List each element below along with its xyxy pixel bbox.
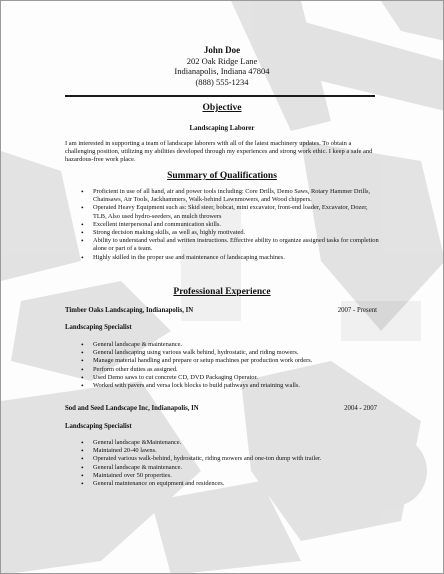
objective-heading: Objective bbox=[202, 103, 242, 113]
job-1-duties bbox=[79, 341, 379, 390]
list-item: • Maintained over 50 properties. bbox=[79, 472, 379, 480]
job-2-company: Sod and Seed Landscape Inc, Indianapolis, IN bbox=[65, 405, 199, 412]
list-item: • Highly skilled in the proper use and maintenance of landscaping machines. bbox=[79, 254, 379, 262]
job-1-dates: 2007 - Present bbox=[337, 307, 377, 314]
job-2-role: Landscaping Specialist bbox=[65, 423, 132, 430]
list-item: • Proficient in use of all hand, air and power tools including: Core Drills, Demo Saws, Rotary Hammer Drills, Chainsaws, Air Tools, Jackhammers, Walk-behind Lawnmowers, and Wood chippers. bbox=[79, 188, 379, 204]
list-item: • Manage material handling and prepare or setup machines per production work orders. bbox=[79, 357, 379, 365]
candidate-name: John Doe bbox=[203, 45, 241, 55]
address-line-2: Indianapolis, Indiana 47804 bbox=[174, 66, 270, 76]
list-item: • General landscape &Maintenance. bbox=[79, 439, 379, 447]
list-item: • Perform other duties as assigned. bbox=[79, 366, 379, 374]
list-item: • General landscaping using various walk behind, hydrostatic, and riding mowers. bbox=[79, 349, 379, 357]
qualifications-list bbox=[79, 188, 379, 262]
job-1-company: Timber Oaks Landscaping, Indianapolis, IN bbox=[65, 307, 194, 314]
contact-header bbox=[1, 45, 443, 87]
list-item: • Worked with pavers and versa lock blocks to build pathways and retaining walls. bbox=[79, 382, 379, 390]
objective-text: I am interested in supporting a team of landscape laborers with all of the latest machinery updates. To obtain a challenging position, utilizing my abilities developed through my experiences and strong work ethic. I keep a safe and hazardous-free work place. bbox=[65, 140, 373, 164]
qualifications-heading: Summary of Qualifications bbox=[167, 171, 277, 181]
header-divider bbox=[65, 95, 375, 97]
list-item: • General landscape & maintenance. bbox=[79, 341, 379, 349]
job-2-duties bbox=[79, 439, 379, 488]
list-item: • General maintenance on equipment and residences. bbox=[79, 480, 379, 488]
job-1-header bbox=[65, 307, 377, 314]
job-2-header bbox=[65, 405, 377, 412]
list-item: • Operated various walk-behind, hydrostatic, riding mowers and one-ton dump with trailer. bbox=[79, 455, 379, 463]
list-item: • Used Demo saws to cut concrete CD, DVD Packaging Operator. bbox=[79, 374, 379, 382]
experience-heading: Professional Experience bbox=[173, 287, 271, 297]
phone-number: (888) 555-1234 bbox=[195, 76, 249, 87]
job-1-role: Landscaping Specialist bbox=[65, 324, 132, 331]
list-item: • Maintained 20-40 lawns. bbox=[79, 447, 379, 455]
list-item: • General landscape & maintenance. bbox=[79, 464, 379, 472]
list-item: • Operated Heavy Equipment such as: Skid steer, bobcat, mini excavator, front-end loader, Excavator, Dozer, TLB, Also used hydro-seeders, an mulch throwers bbox=[79, 204, 379, 220]
list-item: • Ability to understand verbal and written instructions. Effective ability to organize assigned tasks for completion alone or part of a team. bbox=[79, 237, 379, 253]
job-2-dates: 2004 - 2007 bbox=[344, 405, 377, 412]
address-line-1: 202 Oak Ridge Lane bbox=[186, 55, 258, 66]
list-item: • Excellent interpersonal and communication skills. bbox=[79, 221, 379, 229]
objective-subheading: Landscaping Laborer bbox=[189, 124, 255, 132]
list-item: • Strong decision making skills, as well as, highly motivated. bbox=[79, 229, 379, 237]
